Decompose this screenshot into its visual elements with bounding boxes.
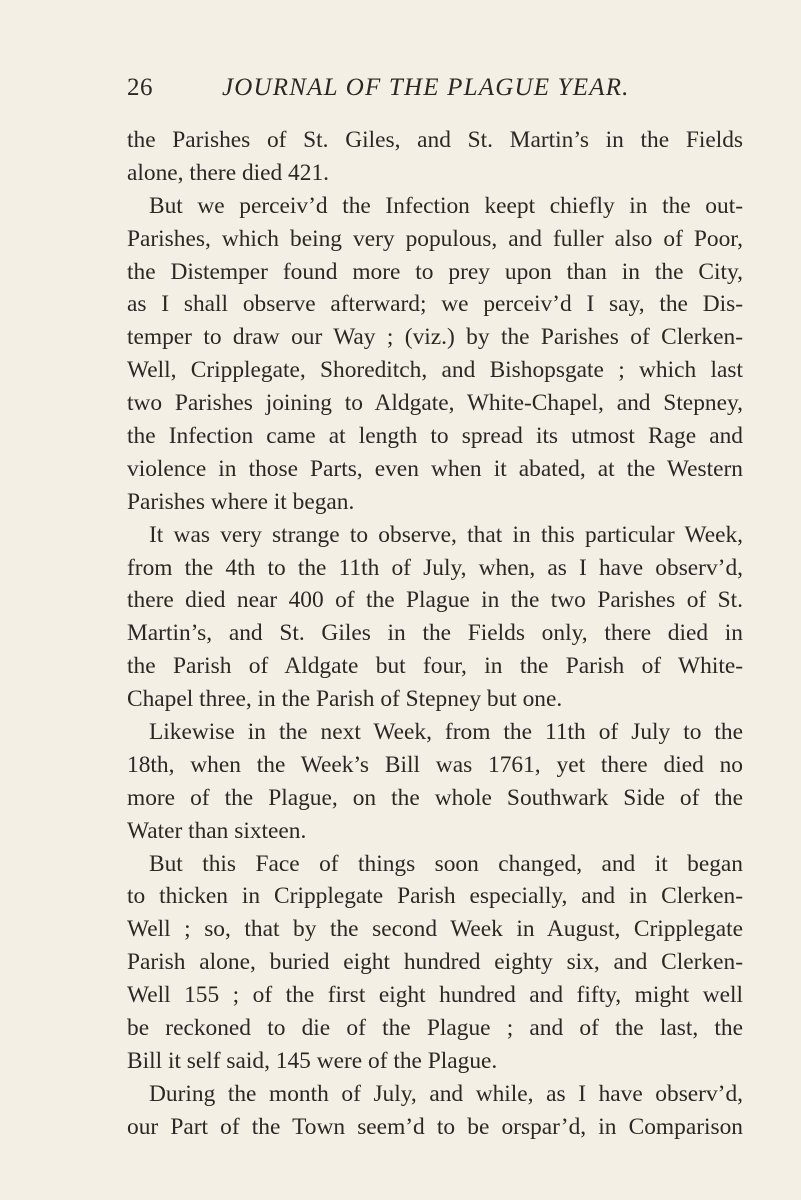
text-line: two Parishes joining to Aldgate, White-Chapel, and Stepney,: [127, 390, 743, 417]
text-line: 18th, when the Week’s Bill was 1761, yet there died no: [127, 751, 743, 778]
text-line: temper to draw our Way ; (viz.) by the Parishes of Clerken-: [127, 324, 743, 351]
text-line: Martin’s, and St. Giles in the Fields only, there died in: [127, 620, 743, 647]
text-line: Well ; so, that by the second Week in August, Cripplegate: [127, 916, 743, 943]
text-line: But we perceiv’d the Infection keept chiefly in the out-: [149, 192, 743, 219]
text-line: the Infection came at length to spread its utmost Rage and: [127, 423, 743, 450]
text-line: Likewise in the next Week, from the 11th of July to the: [149, 719, 743, 746]
text-line: Water than sixteen.: [127, 817, 307, 844]
text-line: more of the Plague, on the whole Southwark Side of the: [127, 784, 743, 811]
text-line: It was very strange to observe, that in this particular Week,: [149, 521, 743, 548]
text-line: be reckoned to die of the Plague ; and of the last, the: [127, 1015, 743, 1042]
text-line: from the 4th to the 11th of July, when, as I have observ’d,: [127, 554, 743, 581]
text-line: Well 155 ; of the first eight hundred and fifty, might well: [127, 982, 743, 1009]
text-line: Chapel three, in the Parish of Stepney but one.: [127, 686, 563, 713]
text-line: alone, there died 421.: [127, 159, 329, 186]
text-line: Bill it self said, 145 were of the Plague.: [127, 1047, 498, 1074]
text-line: our Part of the Town seem’d to be orspar’d, in Comparison: [127, 1113, 743, 1140]
running-head: [127, 74, 747, 114]
body-text: [127, 124, 743, 1144]
text-line: Well, Cripplegate, Shoreditch, and Bishopsgate ; which last: [127, 357, 743, 384]
text-line: the Parishes of St. Giles, and St. Martin’s in the Fields: [127, 127, 743, 153]
text-line: Parishes, which being very populous, and fuller also of Poor,: [127, 225, 743, 252]
text-line: the Distemper found more to prey upon than in the City,: [127, 258, 743, 285]
text-line: the Parish of Aldgate but four, in the Parish of White-: [127, 653, 743, 680]
text-line: Parishes where it began.: [127, 488, 355, 515]
page-number: 26: [127, 74, 153, 101]
text-line: But this Face of things soon changed, and it began: [149, 850, 743, 877]
text-line: violence in those Parts, even when it abated, at the Western: [127, 455, 743, 482]
running-title: JOURNAL OF THE PLAGUE YEAR.: [222, 74, 630, 101]
text-line: During the month of July, and while, as I have observ’d,: [149, 1080, 743, 1107]
text-line: to thicken in Cripplegate Parish especially, and in Clerken-: [127, 883, 743, 910]
text-line: Parish alone, buried eight hundred eighty six, and Clerken-: [127, 949, 743, 976]
text-line: as I shall observe afterward; we perceiv’d I say, the Dis-: [127, 291, 743, 318]
text-line: there died near 400 of the Plague in the two Parishes of St.: [127, 587, 743, 614]
